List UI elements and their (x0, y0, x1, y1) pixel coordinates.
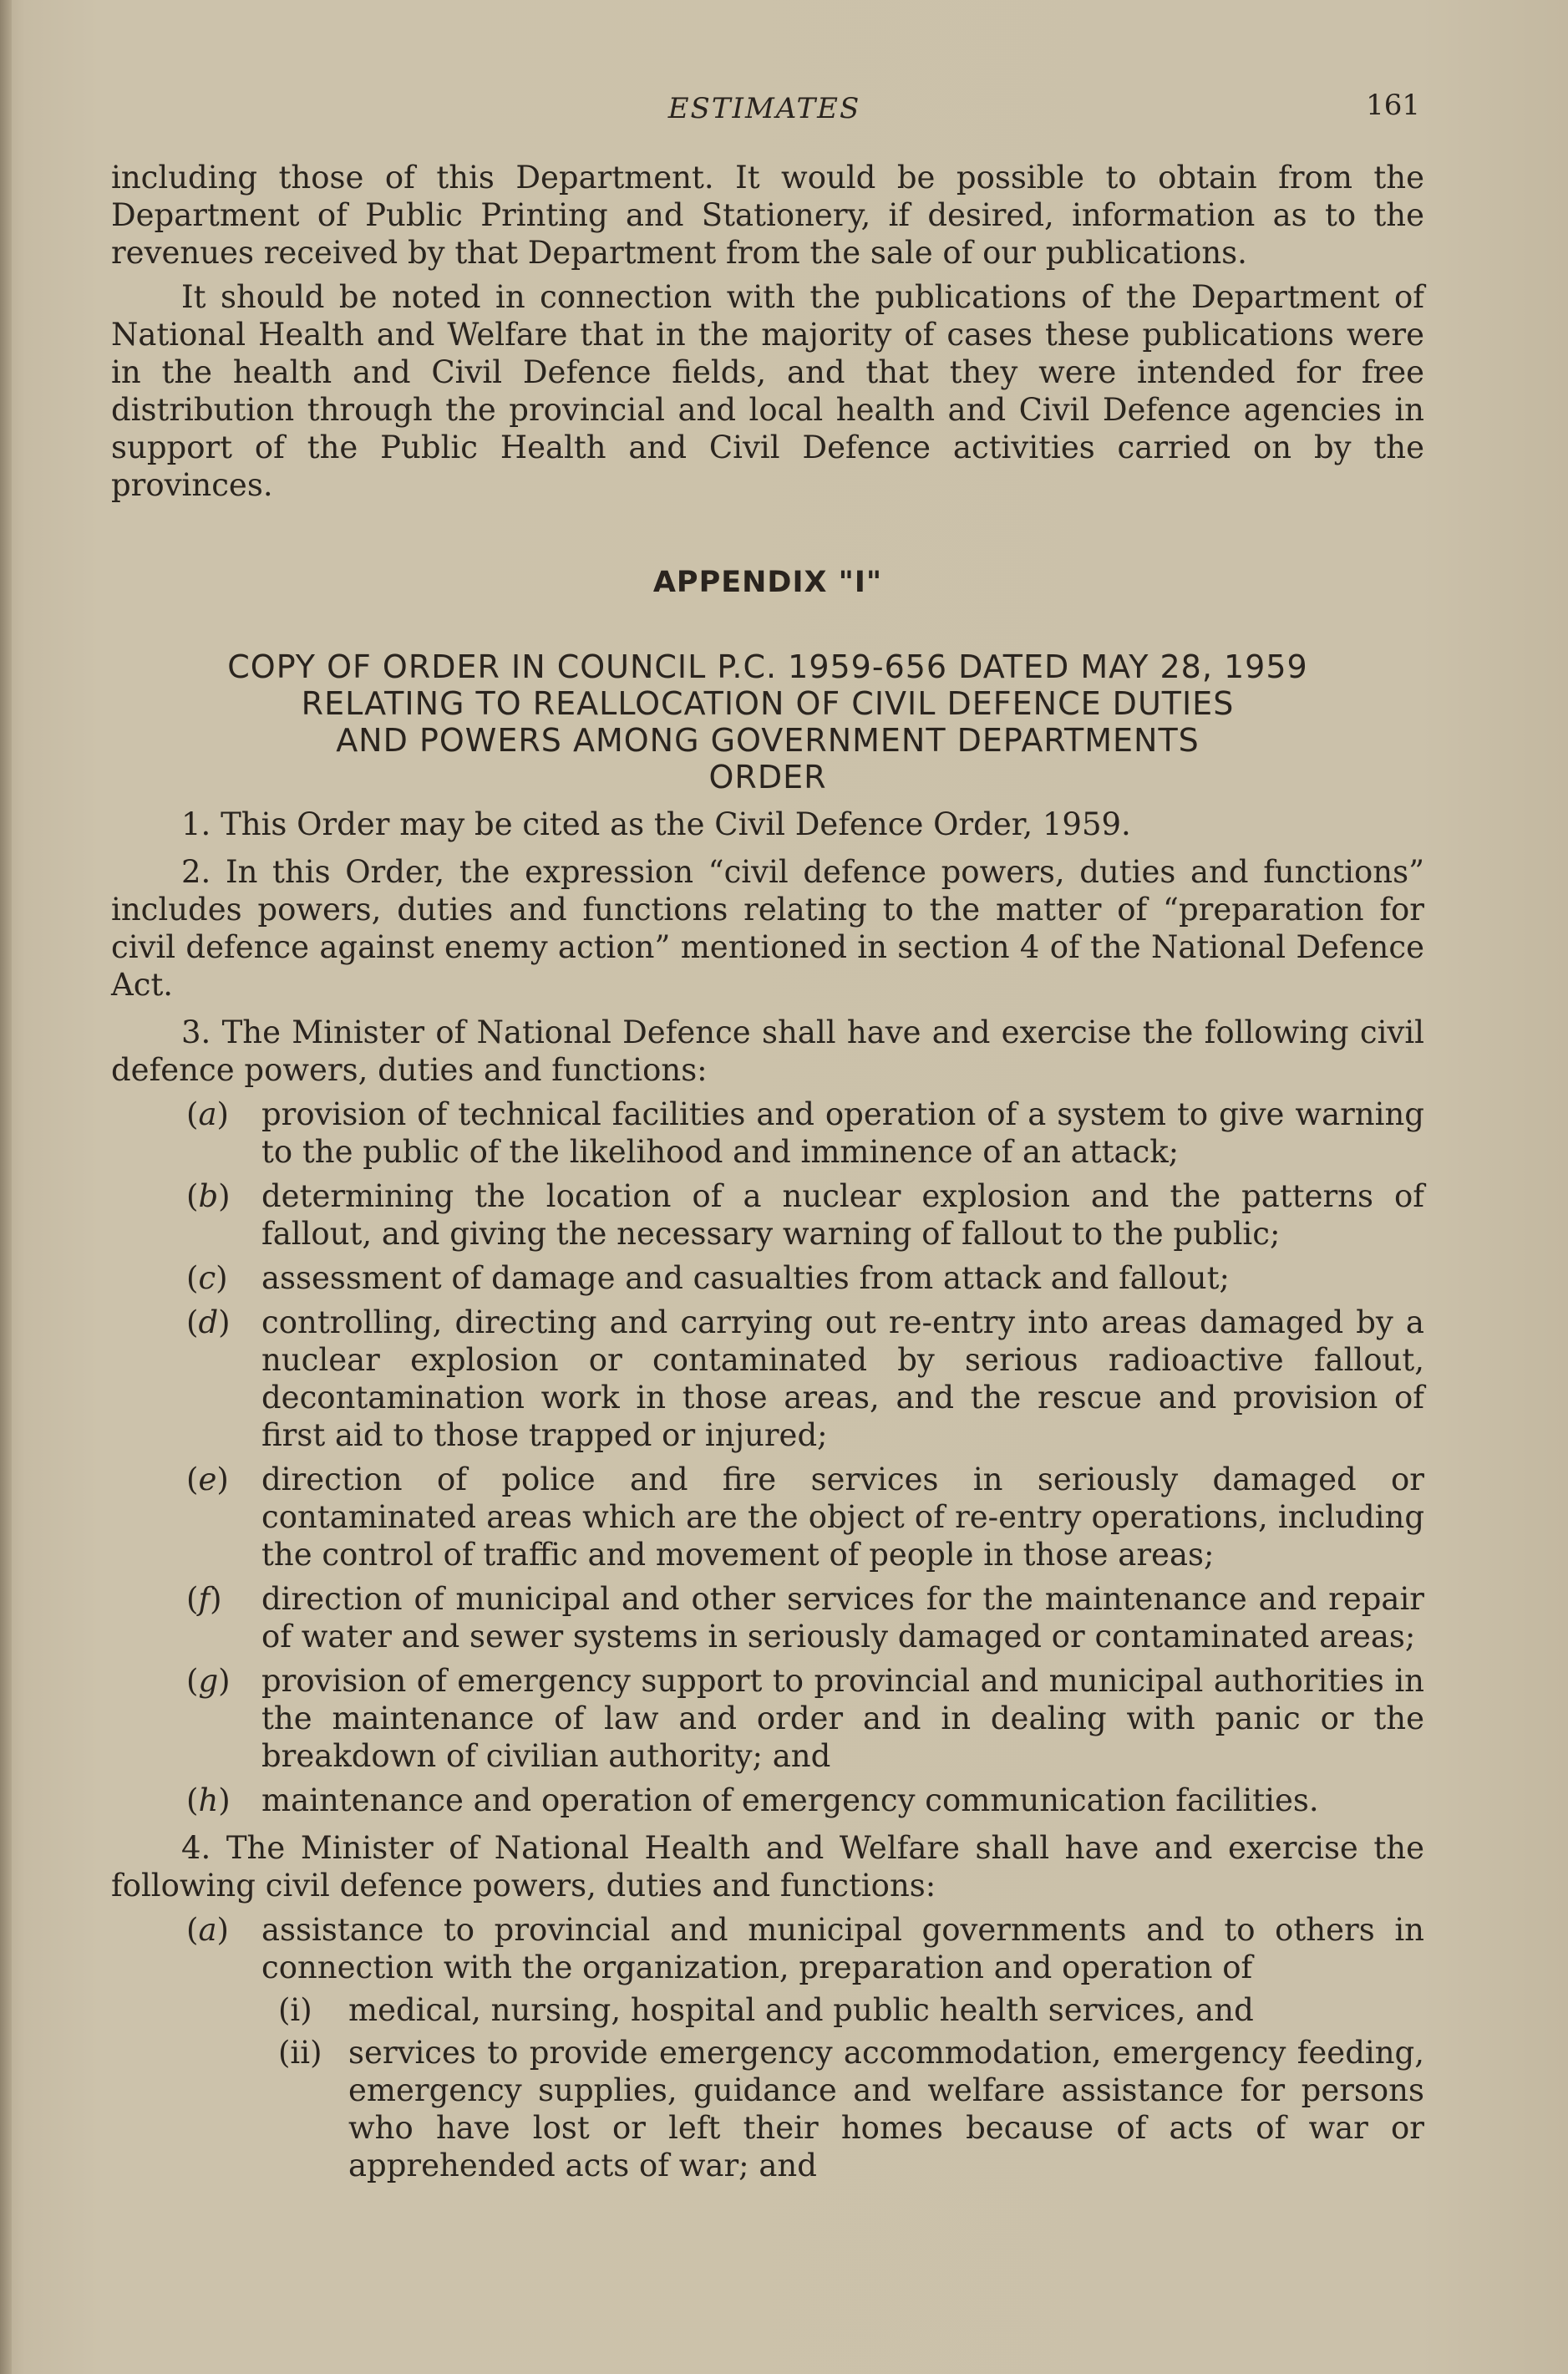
section-3-intro: 3. The Minister of National Defence shall have and exercise the following civil defence powers, duties and functions: (111, 1014, 1424, 1088)
item-label: (a) (186, 1096, 229, 1132)
section-1: 1. This Order may be cited as the Civil Defence Order, 1959. (181, 806, 1131, 842)
list-item (186, 1782, 1424, 1819)
item-text: maintenance and operation of emergency communication facilities. (261, 1782, 1319, 1818)
order-heading-line-4: ORDER (708, 759, 827, 796)
item-label: (d) (186, 1304, 231, 1340)
order-heading-line-1: COPY OF ORDER IN COUNCIL P.C. 1959-656 DATED MAY 28, 1959 (227, 648, 1308, 685)
item-text: controlling, directing and carrying out re-entry into areas damaged by a nuclear explosion or contaminated by serious radioactive fallout, decontamination work in those areas, and the rescue and provision of first aid to those trapped or injured; (261, 1304, 1424, 1453)
list-item (186, 1461, 1424, 1573)
list-item (186, 1259, 1424, 1297)
item-text: determining the location of a nuclear explosion and the patterns of fallout, and giving the necessary warning of fallout to the public; (261, 1178, 1424, 1252)
item-text: assistance to provincial and municipal governments and to others in connection with the organization, preparation and operation of (261, 1912, 1424, 1985)
item-label: (c) (186, 1260, 228, 1296)
item-label: (a) (186, 1912, 229, 1948)
sub-list-item (278, 1991, 1424, 2029)
running-head: ESTIMATES (667, 92, 861, 125)
item-label: (f) (186, 1581, 222, 1617)
order-heading-line-3: AND POWERS AMONG GOVERNMENT DEPARTMENTS (336, 722, 1200, 759)
item-text: provision of technical facilities and operation of a system to give warning to the public of the likelihood and imminence of an attack; (261, 1096, 1424, 1170)
subitem-text: medical, nursing, hospital and public health services, and (348, 1992, 1254, 2028)
list-item (186, 1304, 1424, 1454)
order-heading (111, 648, 1424, 796)
list-item (186, 1177, 1424, 1253)
item-text: assessment of damage and casualties from attack and fallout; (261, 1260, 1230, 1296)
list-item (186, 1911, 1424, 1986)
page-header (109, 84, 1420, 134)
item-label: (b) (186, 1178, 231, 1214)
list-item (186, 1662, 1424, 1775)
subitem-label: (ii) (278, 2035, 322, 2071)
book-spine-shadow (0, 0, 12, 2374)
appendix-title: APPENDIX "I" (652, 566, 883, 599)
list-item (186, 1580, 1424, 1655)
item-text: direction of municipal and other services for the maintenance and repair of water and sewer systems in seriously damaged or contaminated areas; (261, 1581, 1424, 1655)
list-item (186, 1095, 1424, 1171)
item-text: provision of emergency support to provincial and municipal authorities in the maintenance of law and order and in dealing with panic or the breakdown of civilian authority; and (261, 1663, 1424, 1774)
section-4-intro: 4. The Minister of National Health and Welfare shall have and exercise the following civil defence powers, duties and functions: (111, 1830, 1424, 1904)
intro-paragraph-1: including those of this Department. It would be possible to obtain from the Department of Public Printing and Stationery, if desired, information as to the revenues received by that Department from the sale of our publications. (111, 160, 1424, 271)
section-3-items (111, 1095, 1424, 1819)
page-number: 161 (1366, 89, 1420, 122)
item-label: (h) (186, 1782, 231, 1818)
subitem-text: services to provide emergency accommodation, emergency feeding, emergency supplies, guidance and welfare assistance for persons who have lost or left their homes because of acts of war or apprehended acts of war; and (348, 2035, 1424, 2183)
item-label: (e) (186, 1462, 229, 1497)
subitem-label: (i) (278, 1992, 312, 2028)
section-2: 2. In this Order, the expression “civil defence powers, duties and functions” includes powers, duties and functions relating to the matter of “preparation for civil defence against enemy action” mentioned in section 4 of the National Defence Act. (111, 854, 1424, 1003)
intro-paragraph-2: It should be noted in connection with the publications of the Department of National Health and Welfare that in the majority of cases these publications were in the health and Civil Defence fields, and that they were intended for free distribution through the provincial and local health and Civil Defence agencies in support of the Public Health and Civil Defence activities carried on by the provinces. (111, 279, 1424, 503)
page-body (111, 159, 1424, 2184)
order-heading-line-2: RELATING TO REALLOCATION OF CIVIL DEFENCE DUTIES (301, 685, 1235, 722)
item-text: direction of police and fire services in seriously damaged or contaminated areas which are the object of re-entry operations, including the control of traffic and movement of people in those areas; (261, 1462, 1424, 1573)
item-label: (g) (186, 1663, 231, 1699)
sub-list-item (278, 2034, 1424, 2184)
